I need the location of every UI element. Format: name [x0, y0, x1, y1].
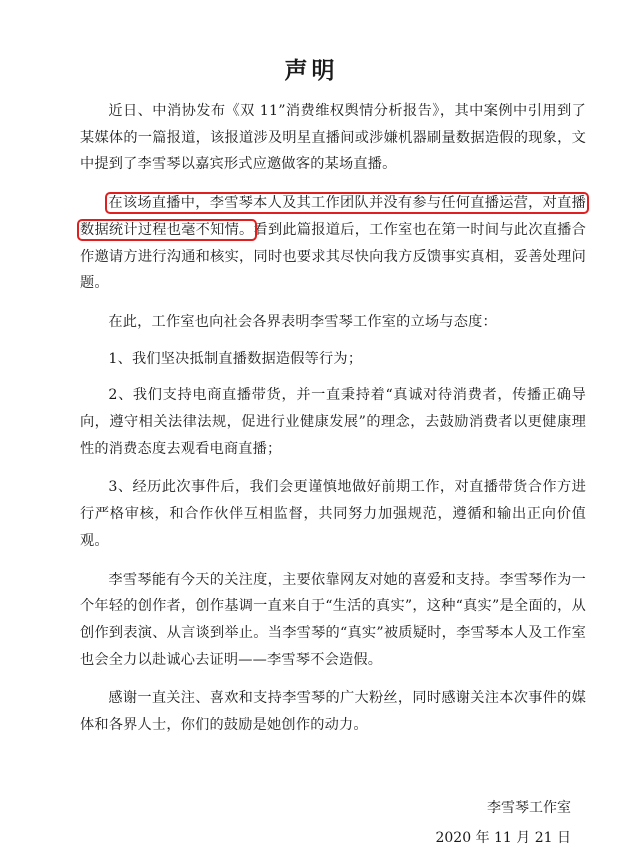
paragraph-clarification-rest: 看到此篇报道后，工作室也在第一时间与此次直播合作邀请方进行沟通和核实，同时也要求其尽快向我方反馈事实真相，妥善处理问题。 [80, 221, 586, 292]
paragraph-authenticity: 李雪琴能有今天的关注度，主要依靠网友对她的喜爱和支持。李雪琴作为一个年轻的创作者，创作基调一直来自于“生活的真实”，这种“真实”是全面的，从创作到表演、从言谈到举止。当李雪琴的“真实”被质疑时，李雪琴本人及工作室也会全力以赴诚心去证明——李雪琴不会造假。 [80, 571, 586, 668]
paragraph-thanks: 感谢一直关注、喜欢和支持李雪琴的广大粉丝，同时感谢关注本次事件的媒体和各界人士，你们的鼓励是她创作的动力。 [80, 690, 586, 734]
highlighted-text-line-2: 数据统计过程也毫不知情。 [80, 221, 254, 238]
list-item-1: 1、我们坚决抵制直播数据造假等行为； [108, 350, 363, 367]
signature-block [435, 793, 571, 853]
paragraph-clarification [80, 190, 586, 297]
signature-org: 李雪琴工作室 [487, 800, 571, 816]
list-item-3: 3、经历此次事件后，我们会更谨慎地做好前期工作，对直播带货合作方进行严格审核，和合作伙伴互相监督，共同努力加强规范，遵循和输出正向价值观。 [80, 479, 586, 549]
paragraph-intro: 近日、中消协发布《双 11”消费维权舆情分析报告》，其中案例中引用到了某媒体的一篇报道，该报道涉及明星直播间或涉嫌机器刷量数据造假的现象，文中提到了李雪琴以嘉宾形式应邀做客的某场直播。 [80, 103, 586, 173]
signature-date: 2020 年 11 月 21 日 [435, 830, 571, 846]
document-body [80, 98, 586, 751]
paragraph-stance-intro: 在此，工作室也向社会各界表明李雪琴工作室的立场与态度： [108, 313, 497, 330]
document-title: 声明 [284, 58, 339, 84]
list-item-2: 2、我们支持电商直播带货，并一直秉持着“真诚对待消费者，传播正确导向，遵守相关法律法规，促进行业健康发展”的理念，去鼓励消费者以更健康理性的消费态度去观看电商直播； [80, 387, 586, 457]
highlighted-text-line-1: 在该场直播中，李雪琴本人及其工作团队并没有参与任何直播运营，对直播 [108, 195, 586, 212]
